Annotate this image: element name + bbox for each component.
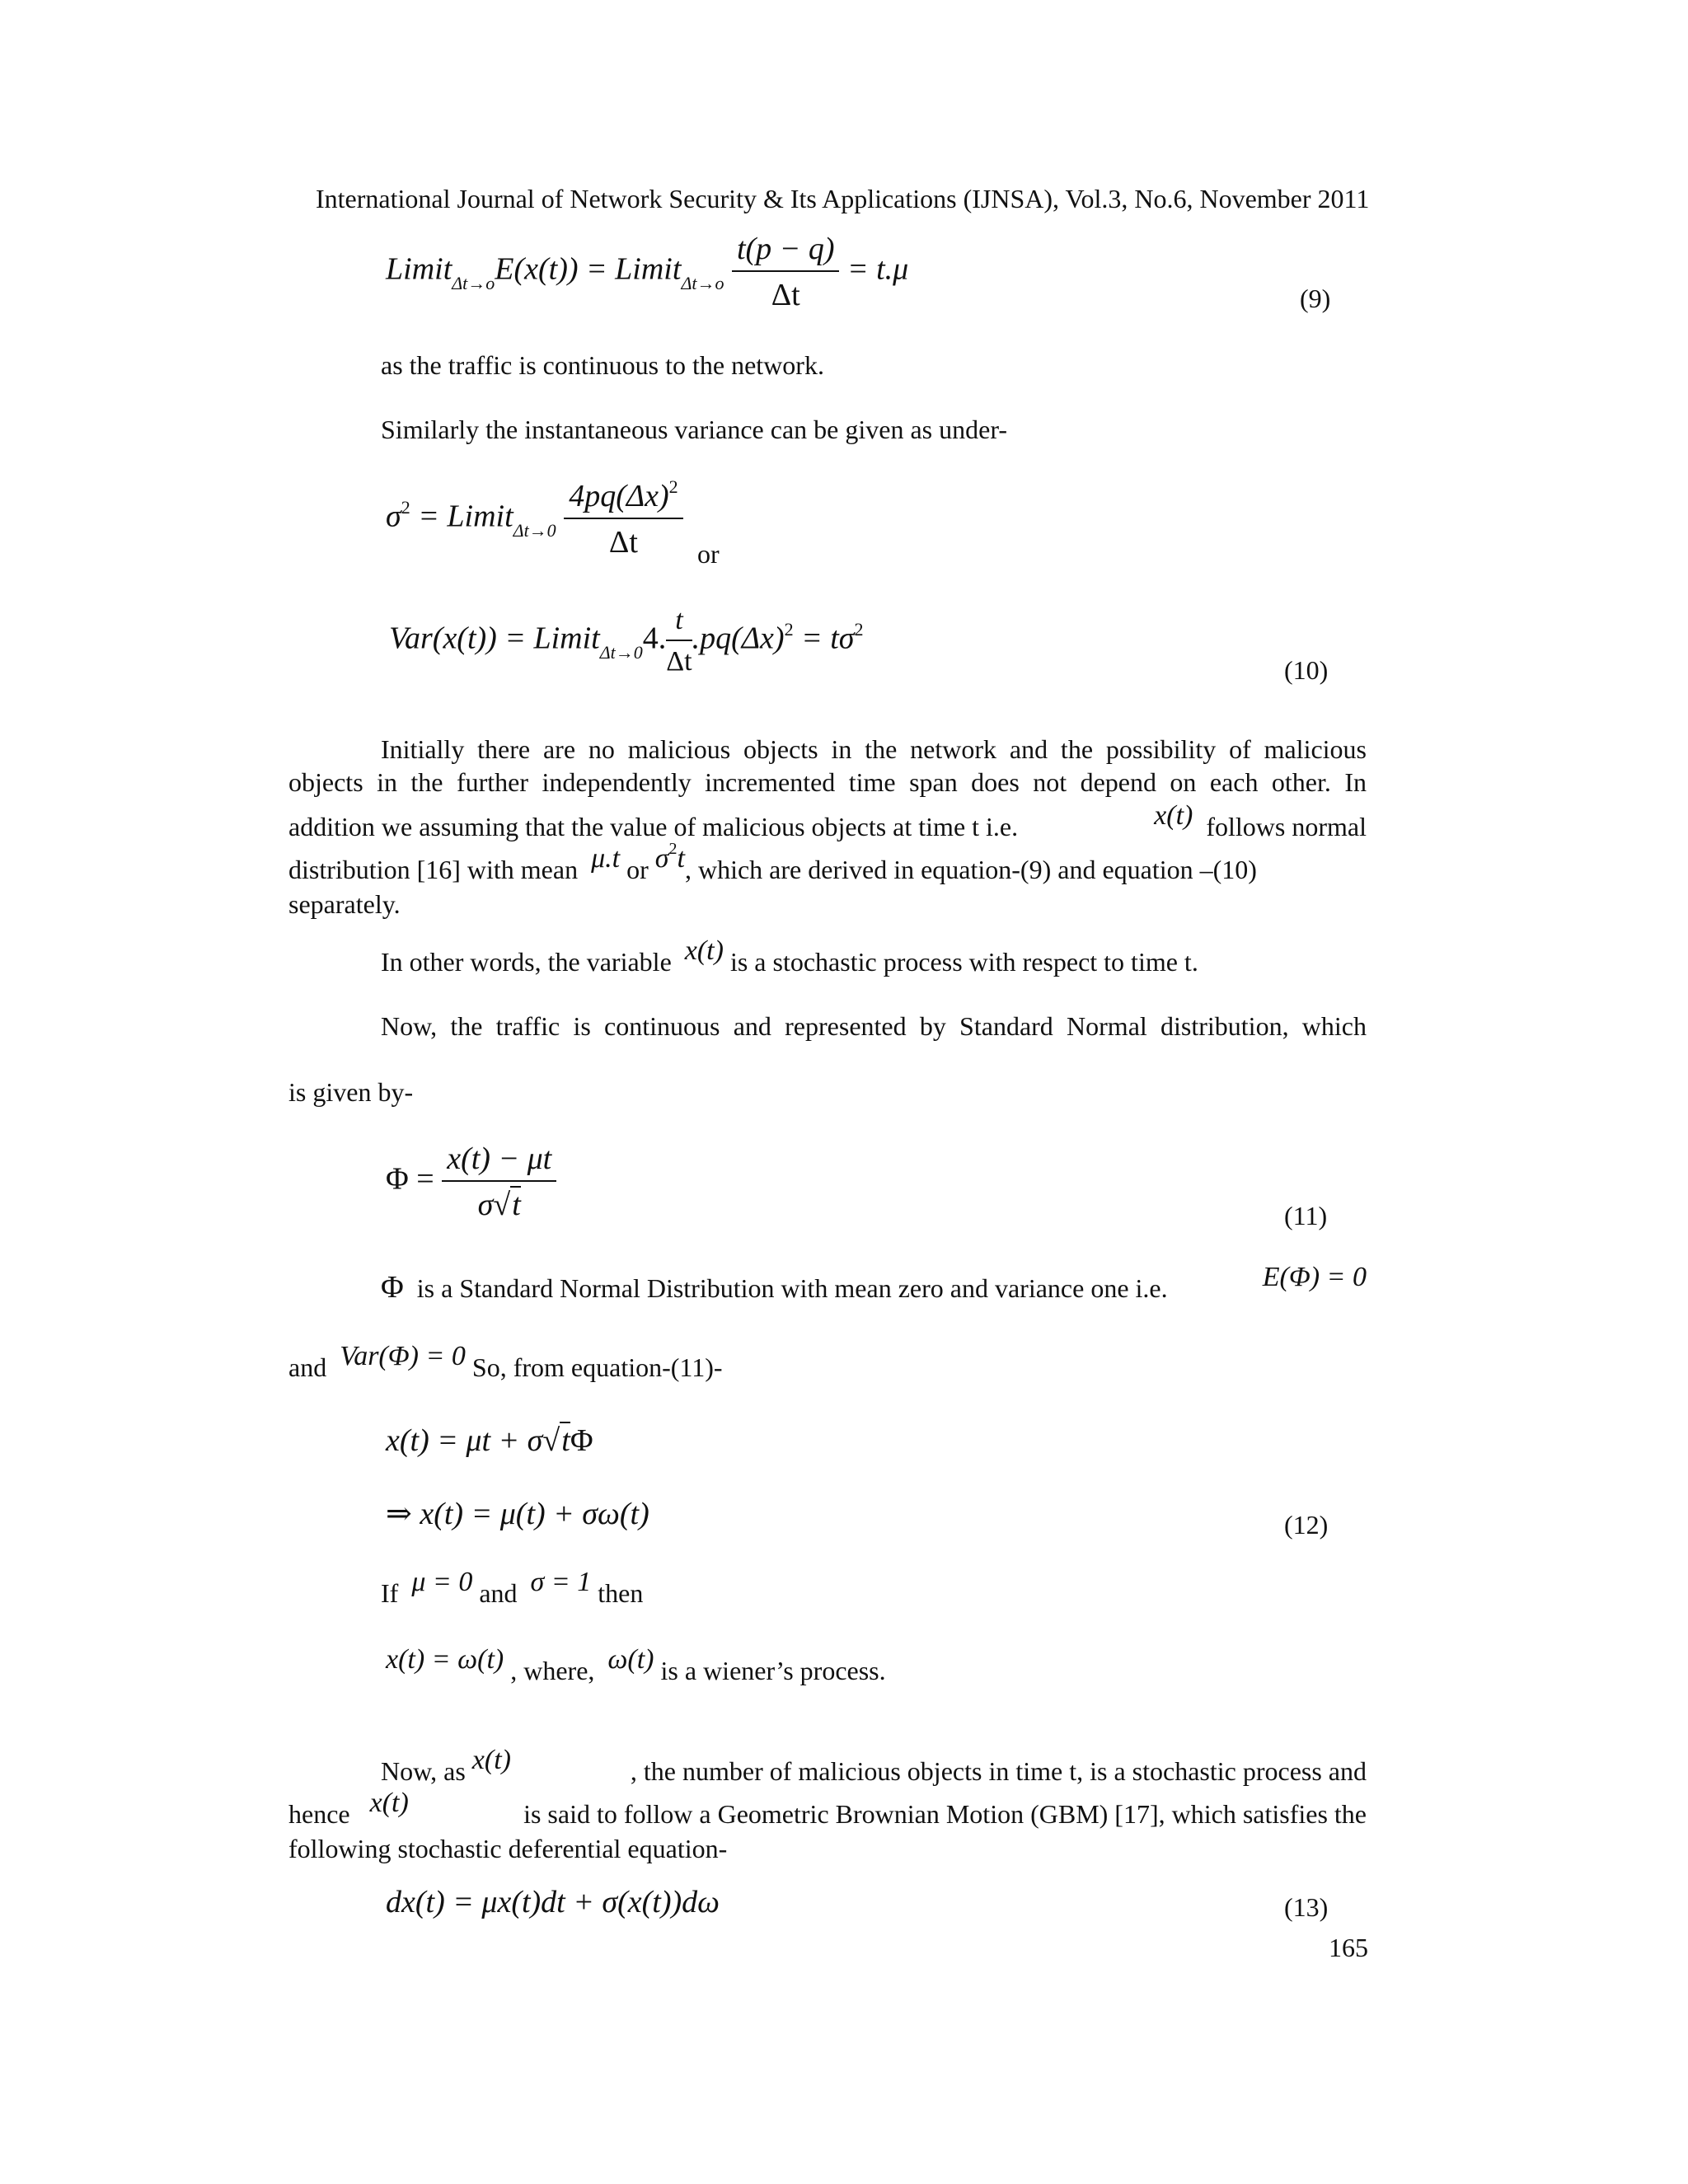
fraction: $\frac{4pq(\Delta x)^2}{\Delta t}$ — [564, 478, 682, 560]
paragraph: In other words, the variable x(t) is a stochastic process with respect to time t. — [381, 935, 1198, 977]
paragraph-line: x(t) = ω(t) , where, ω(t) is a wiener’s process. — [386, 1644, 886, 1685]
equation-9: Limit$_{\Delta t\to o}$E(x(t)) = Limit$_{\Delta t\to o}$ $\frac{t(p - q)}{\Delta t}$ = t.μ — [386, 232, 909, 312]
paragraph: Similarly the instantaneous variance can be given as under- — [381, 415, 1007, 444]
equation-13: dx(t) = μx(t)dt + σ(x(t))dω — [386, 1885, 720, 1919]
equation-variance: $\sigma^2$ = Limit$_{\Delta t\to 0}$ $\frac{4pq(\Delta x)^2}{\Delta t}$ — [386, 478, 683, 560]
paragraph-line: If μ = 0 and σ = 1 then — [381, 1567, 644, 1608]
paragraph-line: Initially there are no malicious objects in the network and the possibility of malicious — [381, 734, 1367, 764]
paragraph-line: and Var(Φ) = 0 So, from equation-(11)- — [288, 1341, 723, 1382]
paragraph-line: separately. — [288, 889, 401, 919]
equation-number-13: (13) — [1284, 1892, 1329, 1922]
fraction: $\frac{x(t) - \mu t}{\sigma√t}$ — [442, 1141, 556, 1223]
equation-number-11: (11) — [1284, 1201, 1328, 1230]
equation-number-9: (9) — [1300, 284, 1331, 313]
paragraph-line: addition we assuming that the value of malicious objects at time t i.e. x(t) follows normal — [288, 800, 1367, 841]
equation-12a: x(t) = μt + σ√tΦ — [386, 1423, 593, 1458]
paragraph-line: Now, the traffic is continuous and represented by Standard Normal distribution, which — [381, 1011, 1367, 1041]
paragraph-line: Φ is a Standard Normal Distribution with mean zero and variance one i.e. E(Φ) = 0 — [381, 1262, 1367, 1305]
paragraph-line: following stochastic deferential equation- — [288, 1834, 728, 1863]
paragraph-line: Now, as x(t) , the number of malicious objects in time t, is a stochastic process and — [381, 1745, 1367, 1786]
paragraph-line: distribution [16] with mean μ.t or $\sigma^2t$, which are derived in equation-(9) and equation –(10) — [288, 840, 1257, 884]
fraction: $\frac{t(p - q)}{\Delta t}$ — [732, 231, 840, 313]
paragraph: as the traffic is continuous to the network. — [381, 350, 824, 380]
running-header: International Journal of Network Security & Its Applications (IJNSA), Vol.3, No.6, November 2011 — [316, 184, 1370, 213]
equation-number-10: (10) — [1284, 655, 1329, 685]
paragraph-line: objects in the further independently incremented time span does not depend on each other. In — [288, 767, 1367, 797]
equation-10: Var(x(t)) = Limit$_{\Delta t\to 0}$4. $\frac{t}{\Delta t}$ $.pq(\Delta x)^2 = t\sigma^2$ — [389, 605, 864, 677]
fraction: $\frac{t}{\Delta t}$ — [666, 605, 692, 677]
equation-12b: ⇒ x(t) = μ(t) + σω(t) — [386, 1497, 649, 1531]
page-number: 165 — [1329, 1933, 1368, 1962]
equation-11: Φ = $\frac{x(t) - \mu t}{\sigma√t}$ — [386, 1141, 556, 1223]
sqrt-symbol: √t — [542, 1423, 570, 1458]
paragraph-line: hence x(t) is said to follow a Geometric Brownian Motion (GBM) [17], which satisfies the — [288, 1788, 1367, 1829]
or-label: or — [697, 539, 720, 569]
paragraph-line: is given by- — [288, 1077, 414, 1107]
equation-number-12: (12) — [1284, 1510, 1329, 1540]
sqrt-symbol: √t — [493, 1188, 521, 1222]
